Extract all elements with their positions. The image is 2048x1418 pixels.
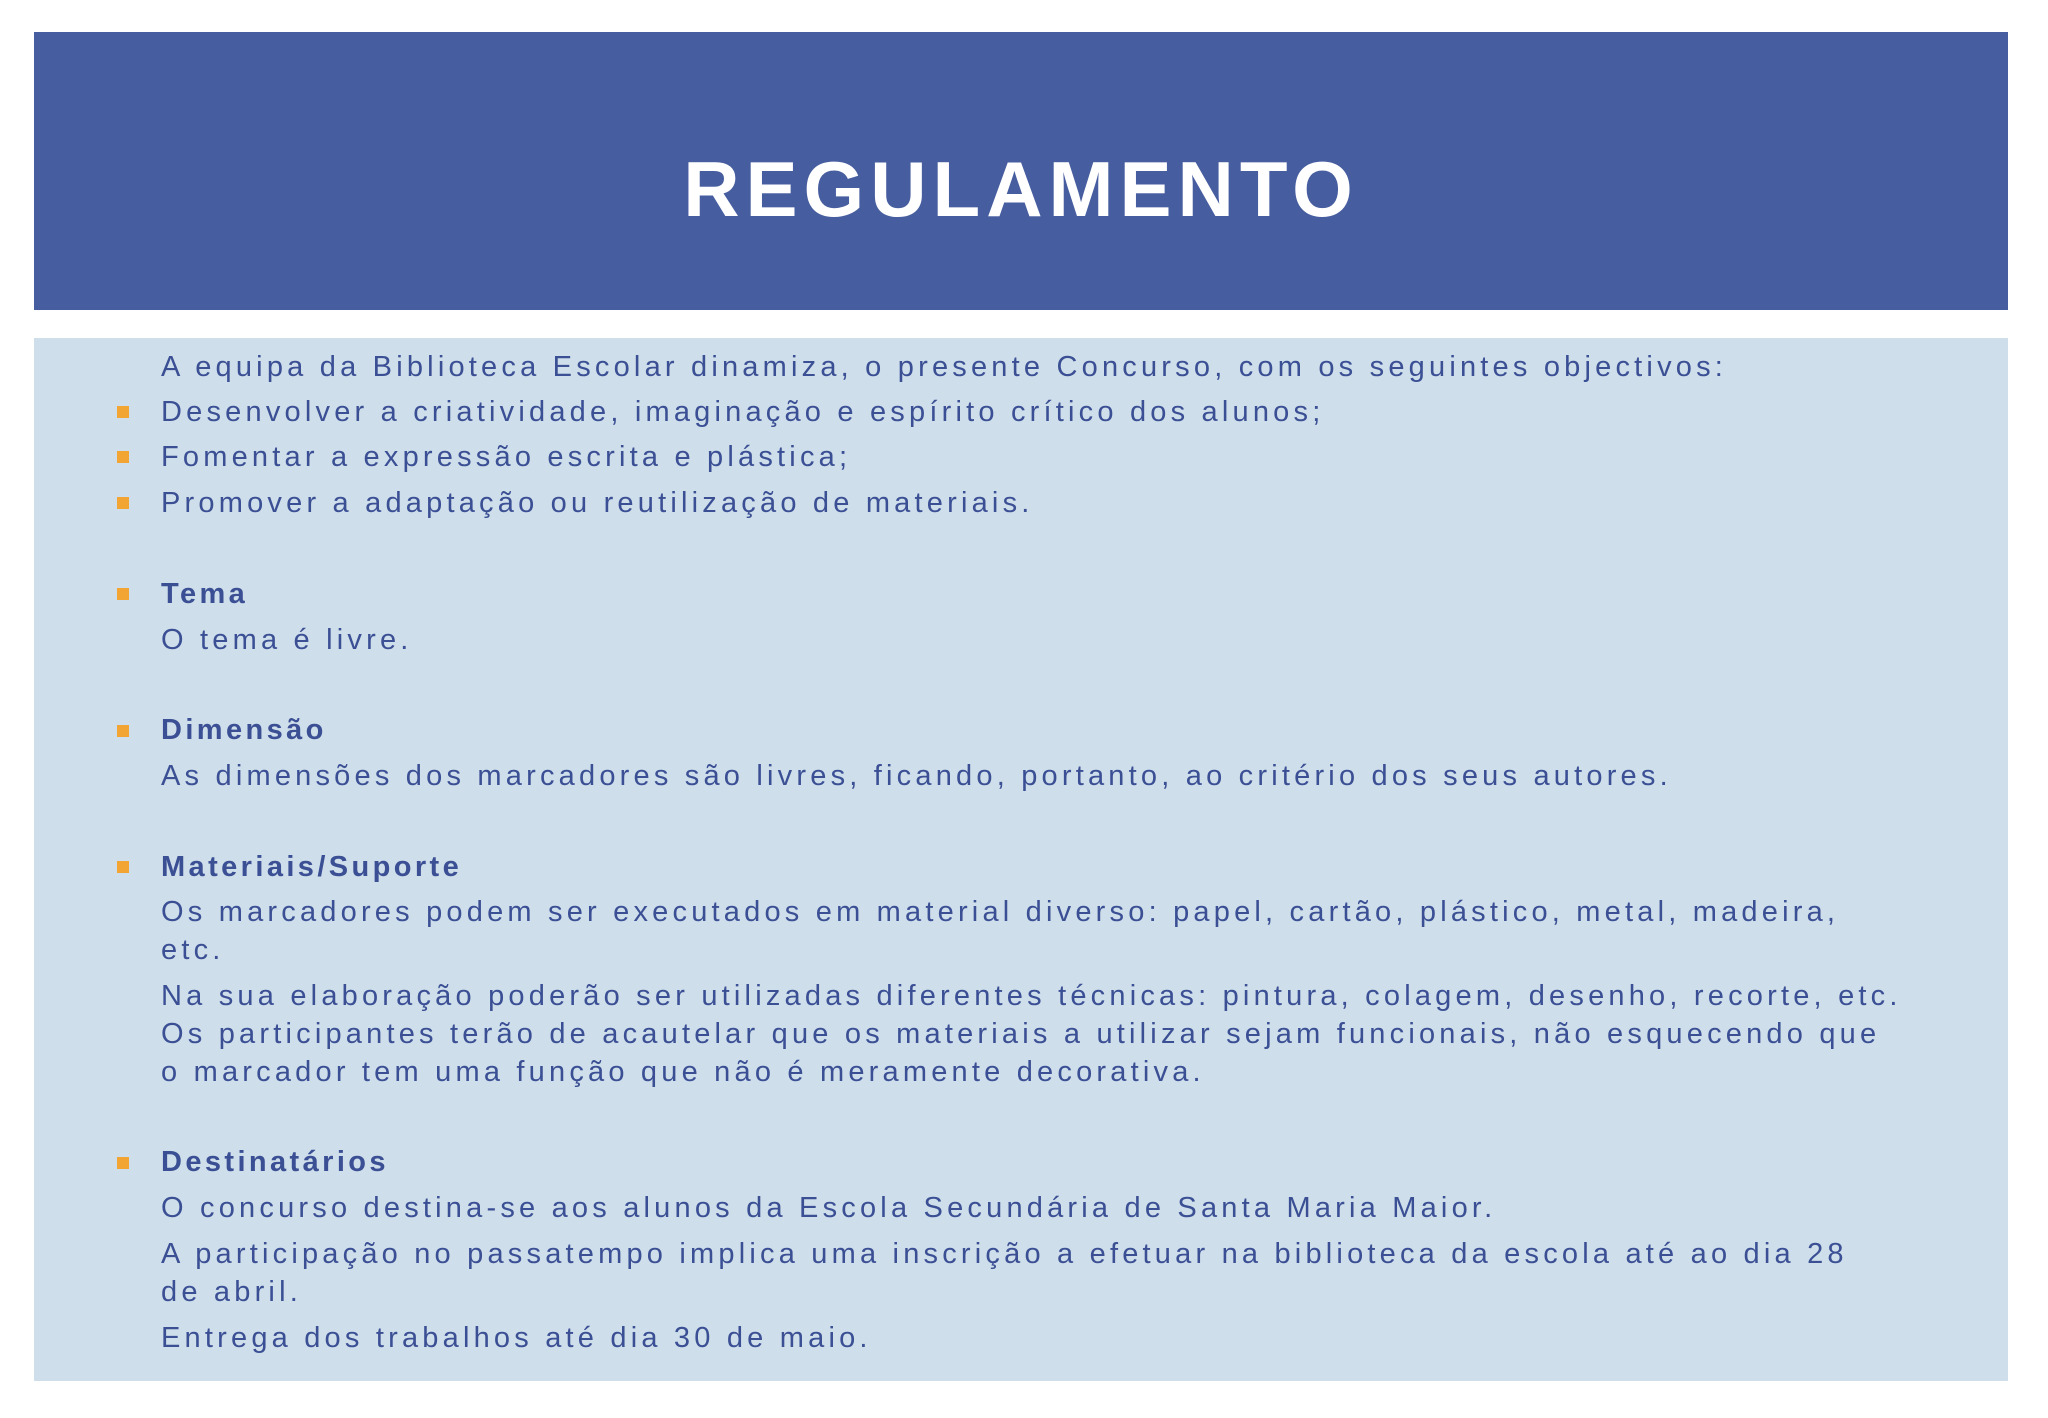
section-text: de abril. <box>161 1276 302 1308</box>
page-title: REGULAMENTO <box>683 145 1359 233</box>
title-banner <box>34 32 2008 310</box>
section-text: O concurso destina-se aos alunos da Escola Secundária de Santa Maria Maior. <box>161 1192 1497 1224</box>
section-text: As dimensões dos marcadores são livres, ficando, portanto, ao critério dos seus autores. <box>161 760 1672 792</box>
bullet-icon <box>117 588 129 600</box>
section-heading-dimensao: Dimensão <box>161 714 327 746</box>
intro-text: A equipa da Biblioteca Escolar dinamiza, o presente Concurso, com os seguintes objectivos: <box>161 351 1728 383</box>
section-heading-tema: Tema <box>161 578 249 610</box>
bullet-icon <box>117 451 129 463</box>
objective-item: Desenvolver a criatividade, imaginação e espírito crítico dos alunos; <box>161 396 1325 428</box>
bullet-icon <box>117 497 129 509</box>
bullet-icon <box>117 861 129 873</box>
bullet-icon <box>117 725 129 737</box>
section-text: Na sua elaboração poderão ser utilizadas diferentes técnicas: pintura, colagem, desenho, recorte, etc. <box>161 980 1902 1012</box>
section-text: o marcador tem uma função que não é meramente decorativa. <box>161 1056 1205 1088</box>
section-heading-materiais: Materiais/Suporte <box>161 851 463 883</box>
bullet-icon <box>117 1157 129 1169</box>
section-text: Entrega dos trabalhos até dia 30 de maio. <box>161 1322 872 1354</box>
objective-item: Promover a adaptação ou reutilização de materiais. <box>161 487 1034 519</box>
section-text: Os marcadores podem ser executados em material diverso: papel, cartão, plástico, metal, madeira, <box>161 896 1840 928</box>
section-text: O tema é livre. <box>161 624 413 656</box>
section-text: A participação no passatempo implica uma inscrição a efetuar na biblioteca da escola até ao dia 28 <box>161 1238 1848 1270</box>
bullet-icon <box>117 406 129 418</box>
objective-item: Fomentar a expressão escrita e plástica; <box>161 441 852 473</box>
section-text: Os participantes terão de acautelar que os materiais a utilizar sejam funcionais, não esquecendo que <box>161 1018 1881 1050</box>
section-heading-destinatarios: Destinatários <box>161 1146 389 1178</box>
section-text: etc. <box>161 934 225 966</box>
